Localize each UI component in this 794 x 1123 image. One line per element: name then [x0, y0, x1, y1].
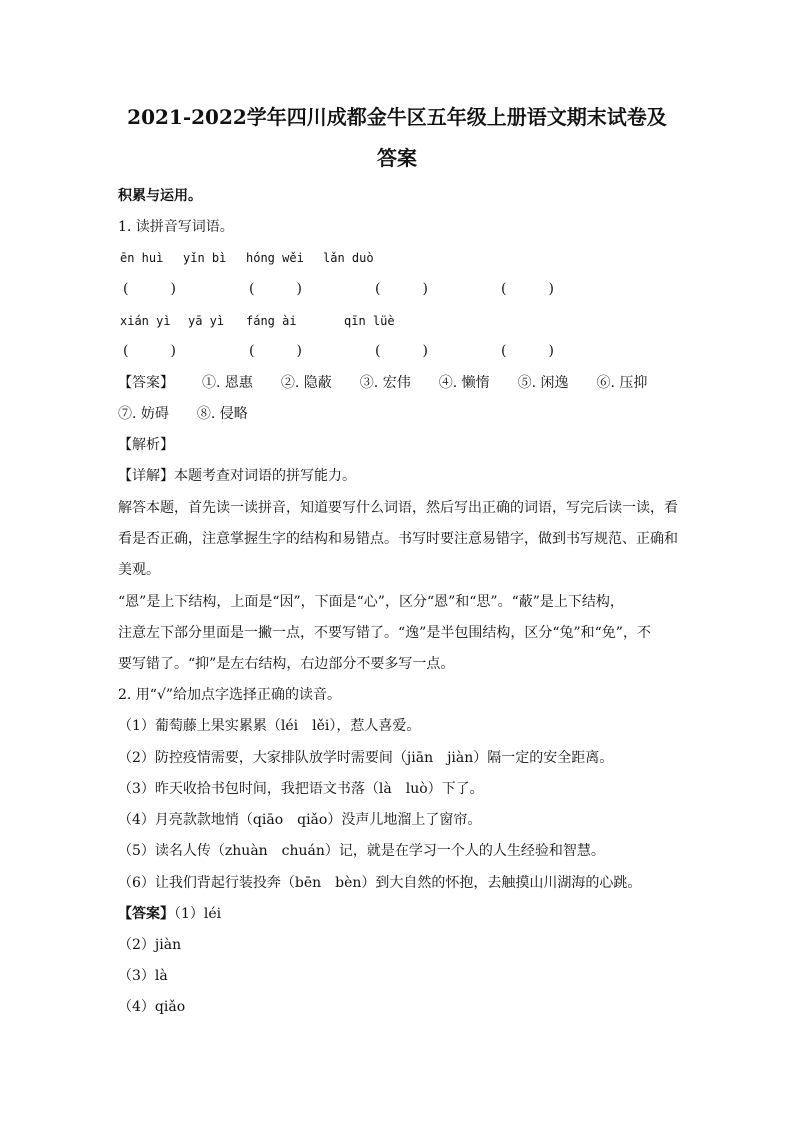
question-2-answer: （4）qiǎo: [118, 999, 186, 1015]
question-2-item: （2）防控疫情需要，大家排队放学时需要间（jiān jiàn）隔一定的安全距离。: [118, 750, 614, 766]
answer-blank: ( ): [249, 281, 302, 297]
pinyin-item: yā yì: [188, 314, 225, 328]
answer-blank: ( ): [123, 281, 176, 297]
answer-blank: ( ): [249, 343, 302, 359]
answer-blank: ( ): [501, 281, 554, 297]
explanation-para-2-line-2: 注意左下部分里面是一撇一点，不要写错了。“逸”是半包围结构，区分“兔”和“免”，不: [118, 625, 651, 641]
question-2-prompt: 2. 用“√”给加点字选择正确的读音。: [118, 687, 342, 703]
explanation-para-1-line-1: 解答本题，首先读一读拼音，知道要写什么词语，然后写出正确的词语，写完后读一读，看: [118, 500, 678, 516]
explanation-para-2-line-3: 要写错了。“抑”是左右结构，右边部分不要多写一点。: [118, 656, 455, 672]
question-2-answer: （2）jiàn: [118, 937, 182, 953]
detail-line: 【详解】本题考查对词语的拼写能力。: [118, 468, 356, 484]
question-1-prompt: 1. 读拼音写词语。: [118, 219, 234, 235]
answer-text: （1）léi: [174, 906, 222, 922]
explanation-para-1-line-3: 美观。: [118, 562, 160, 578]
answer-line-2: ⑦. 妨碍 ⑧. 侵略: [118, 406, 248, 422]
answer-blank: ( ): [123, 343, 176, 359]
question-2-answer: （3）là: [118, 968, 168, 984]
answer-line-1: [118, 373, 678, 393]
pinyin-item: xián yì: [120, 314, 171, 328]
pinyin-item: ēn huì: [120, 251, 164, 265]
question-2-item: （4）月亮款款地悄（qiāo qiǎo）没声儿地溜上了窗帘。: [118, 812, 482, 828]
question-2-item: （3）昨天收拾书包时间，我把语文书落（là luò）下了。: [118, 781, 484, 797]
question-2-item: （5）读名人传（zhuàn chuán）记，就是在学习一个人的人生经验和智慧。: [118, 843, 605, 859]
answer-text: ①. 恩惠 ②. 隐蔽 ③. 宏伟 ④. 懒惰 ⑤. 闲逸 ⑥. 压抑: [202, 375, 648, 391]
pinyin-item: fáng ài: [246, 314, 297, 328]
answer-blank: ( ): [501, 343, 554, 359]
section-heading: 积累与运用。: [118, 188, 202, 204]
question-2-answer-line-1: [118, 904, 678, 924]
answer-blank: ( ): [375, 343, 428, 359]
pinyin-item: hóng wěi: [246, 251, 304, 265]
explanation-para-2-line-1: “恩”是上下结构，上面是“因”，下面是“心”，区分“恩”和“思”。“蔽”是上下结构，: [118, 594, 624, 610]
question-2-item: （1）葡萄藤上果实累累（léi lěi），惹人喜爱。: [118, 718, 421, 734]
question-2-item: （6）让我们背起行装投奔（bēn bèn）到大自然的怀抱，去触摸山川湖海的心跳。: [118, 875, 642, 891]
document-title-line-2: 答案: [377, 146, 417, 170]
answer-label: 【答案】: [118, 375, 174, 391]
pinyin-item: lǎn duò: [323, 251, 374, 265]
answer-label: 【答案】: [118, 906, 174, 922]
pinyin-item: qīn lüè: [344, 314, 395, 328]
document-title-line-1: 2021-2022学年四川成都金牛区五年级上册语文期末试卷及: [127, 105, 667, 129]
pinyin-item: yǐn bì: [183, 251, 227, 265]
analysis-label: 【解析】: [118, 437, 174, 453]
answer-blank: ( ): [375, 281, 428, 297]
explanation-para-1-line-2: 看是否正确，注意掌握生字的结构和易错点。书写时要注意易错字，做到书写规范、正确和: [118, 531, 678, 547]
